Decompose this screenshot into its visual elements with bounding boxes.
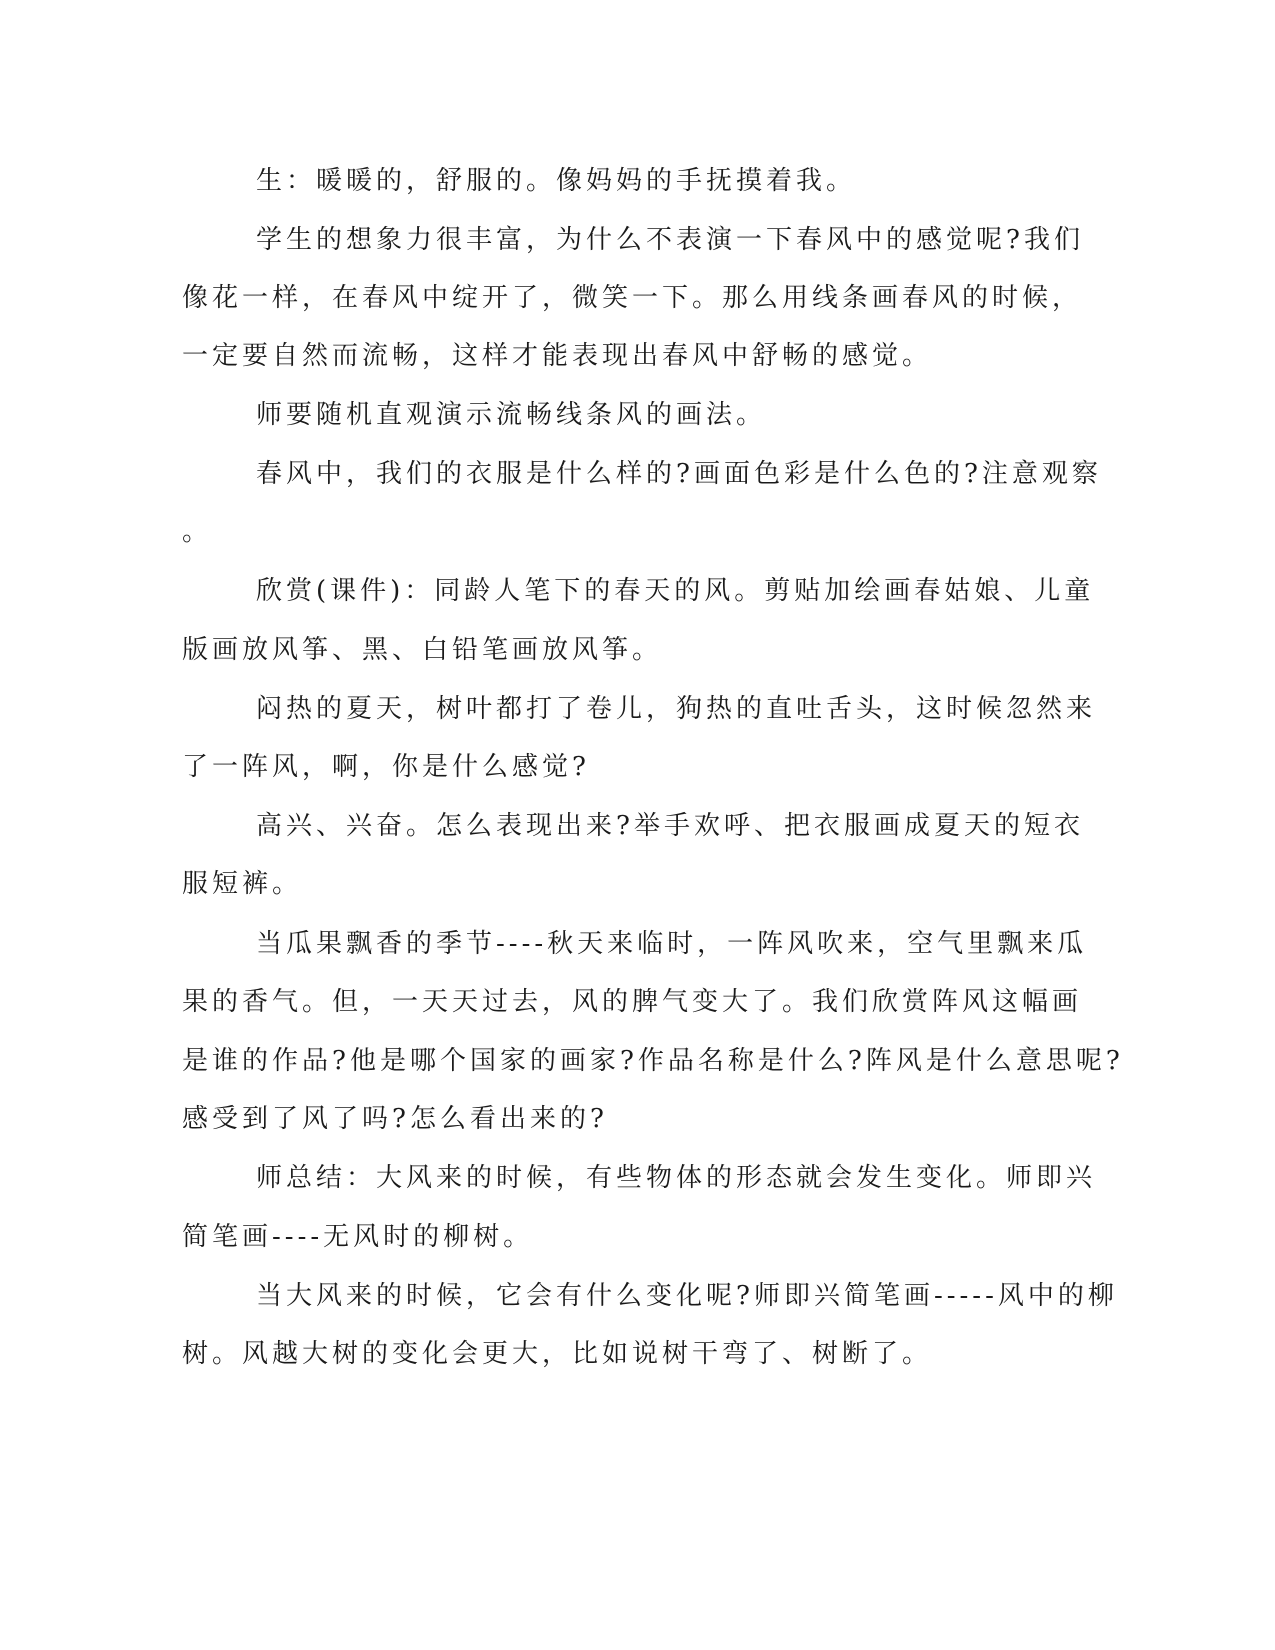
text-line-9: 版画放风筝、黑、白铅笔画放风筝。	[182, 635, 663, 665]
text-line-11: 了一阵风，啊，你是什么感觉?	[182, 752, 590, 782]
text-line-14: 当瓜果飘香的季节----秋天来临时，一阵风吹来，空气里飘来瓜	[256, 929, 1088, 959]
text-line-7: 。	[182, 517, 213, 547]
text-line-6: 春风中，我们的衣服是什么样的?画面色彩是什么色的?注意观察	[256, 459, 1102, 489]
text-line-17: 感受到了风了吗?怎么看出来的?	[182, 1104, 608, 1134]
text-line-10: 闷热的夏天，树叶都打了卷儿，狗热的直吐舌头，这时候忽然来	[256, 694, 1097, 724]
text-line-8: 欣赏(课件)：同龄人笔下的春天的风。剪贴加绘画春姑娘、儿童	[256, 576, 1095, 606]
text-line-12: 高兴、兴奋。怎么表现出来?举手欢呼、把衣服画成夏天的短衣	[256, 811, 1084, 841]
text-line-13: 服短裤。	[182, 869, 303, 899]
text-line-5: 师要随机直观演示流畅线条风的画法。	[256, 400, 767, 430]
text-line-21: 树。风越大树的变化会更大，比如说树干弯了、树断了。	[182, 1339, 933, 1369]
text-line-20: 当大风来的时候，它会有什么变化呢?师即兴简笔画-----风中的柳	[256, 1281, 1118, 1311]
text-line-15: 果的香气。但，一天天过去，风的脾气变大了。我们欣赏阵风这幅画	[182, 987, 1083, 1017]
text-line-4: 一定要自然而流畅，这样才能表现出春风中舒畅的感觉。	[182, 341, 933, 371]
text-line-2: 学生的想象力很丰富，为什么不表演一下春风中的感觉呢?我们	[256, 225, 1084, 255]
text-line-19: 简笔画----无风时的柳树。	[182, 1222, 534, 1252]
text-line-16: 是谁的作品?他是哪个国家的画家?作品名称是什么?阵风是什么意思呢?	[182, 1046, 1124, 1076]
text-line-3: 像花一样，在春风中绽开了，微笑一下。那么用线条画春风的时候，	[182, 283, 1083, 313]
text-line-18: 师总结：大风来的时候，有些物体的形态就会发生变化。师即兴	[256, 1163, 1097, 1193]
text-line-1: 生：暖暖的，舒服的。像妈妈的手抚摸着我。	[256, 166, 857, 196]
